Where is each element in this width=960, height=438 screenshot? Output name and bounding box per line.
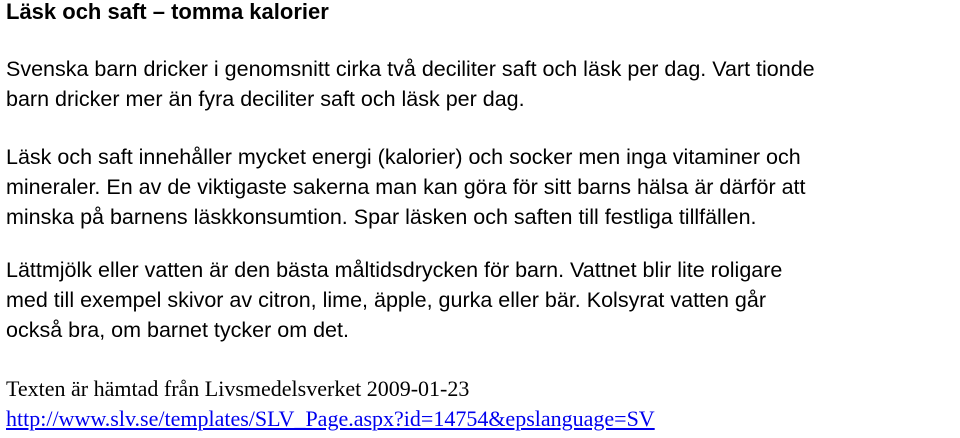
paragraph-line: Läsk och saft innehåller mycket energi (kalorier) och socker men inga vitaminer och	[6, 145, 801, 169]
source-citation	[6, 374, 956, 434]
paragraph-line: Svenska barn dricker i genomsnitt cirka två deciliter saft och läsk per dag. Vart tionde	[6, 57, 815, 81]
document-title: Läsk och saft – tomma kalorier	[6, 0, 329, 24]
paragraph-line: också bra, om barnet tycker om det.	[6, 318, 349, 342]
paragraph-line: mineraler. En av de viktigaste sakerna man kan göra för sitt barns hälsa är därför att	[6, 175, 806, 199]
paragraph-line: med till exempel skivor av citron, lime, äpple, gurka eller bär. Kolsyrat vatten går	[6, 288, 766, 312]
paragraph-drink-advice	[6, 255, 956, 345]
paragraph-energy-content	[6, 142, 956, 232]
paragraph-line: Lättmjölk eller vatten är den bästa måltidsdrycken för barn. Vattnet blir lite roligare	[6, 258, 783, 282]
paragraph-line: minska på barnens läskkonsumtion. Spar läsken och saften till festliga tillfällen.	[6, 205, 757, 229]
paragraph-line: barn dricker mer än fyra deciliter saft och läsk per dag.	[6, 87, 525, 111]
paragraph-children-consumption	[6, 54, 956, 114]
source-text: Texten är hämtad från Livsmedelsverket 2009-01-23	[6, 376, 470, 401]
source-link[interactable]: http://www.slv.se/templates/SLV_Page.aspx?id=14754&epslanguage=SV	[6, 406, 655, 431]
